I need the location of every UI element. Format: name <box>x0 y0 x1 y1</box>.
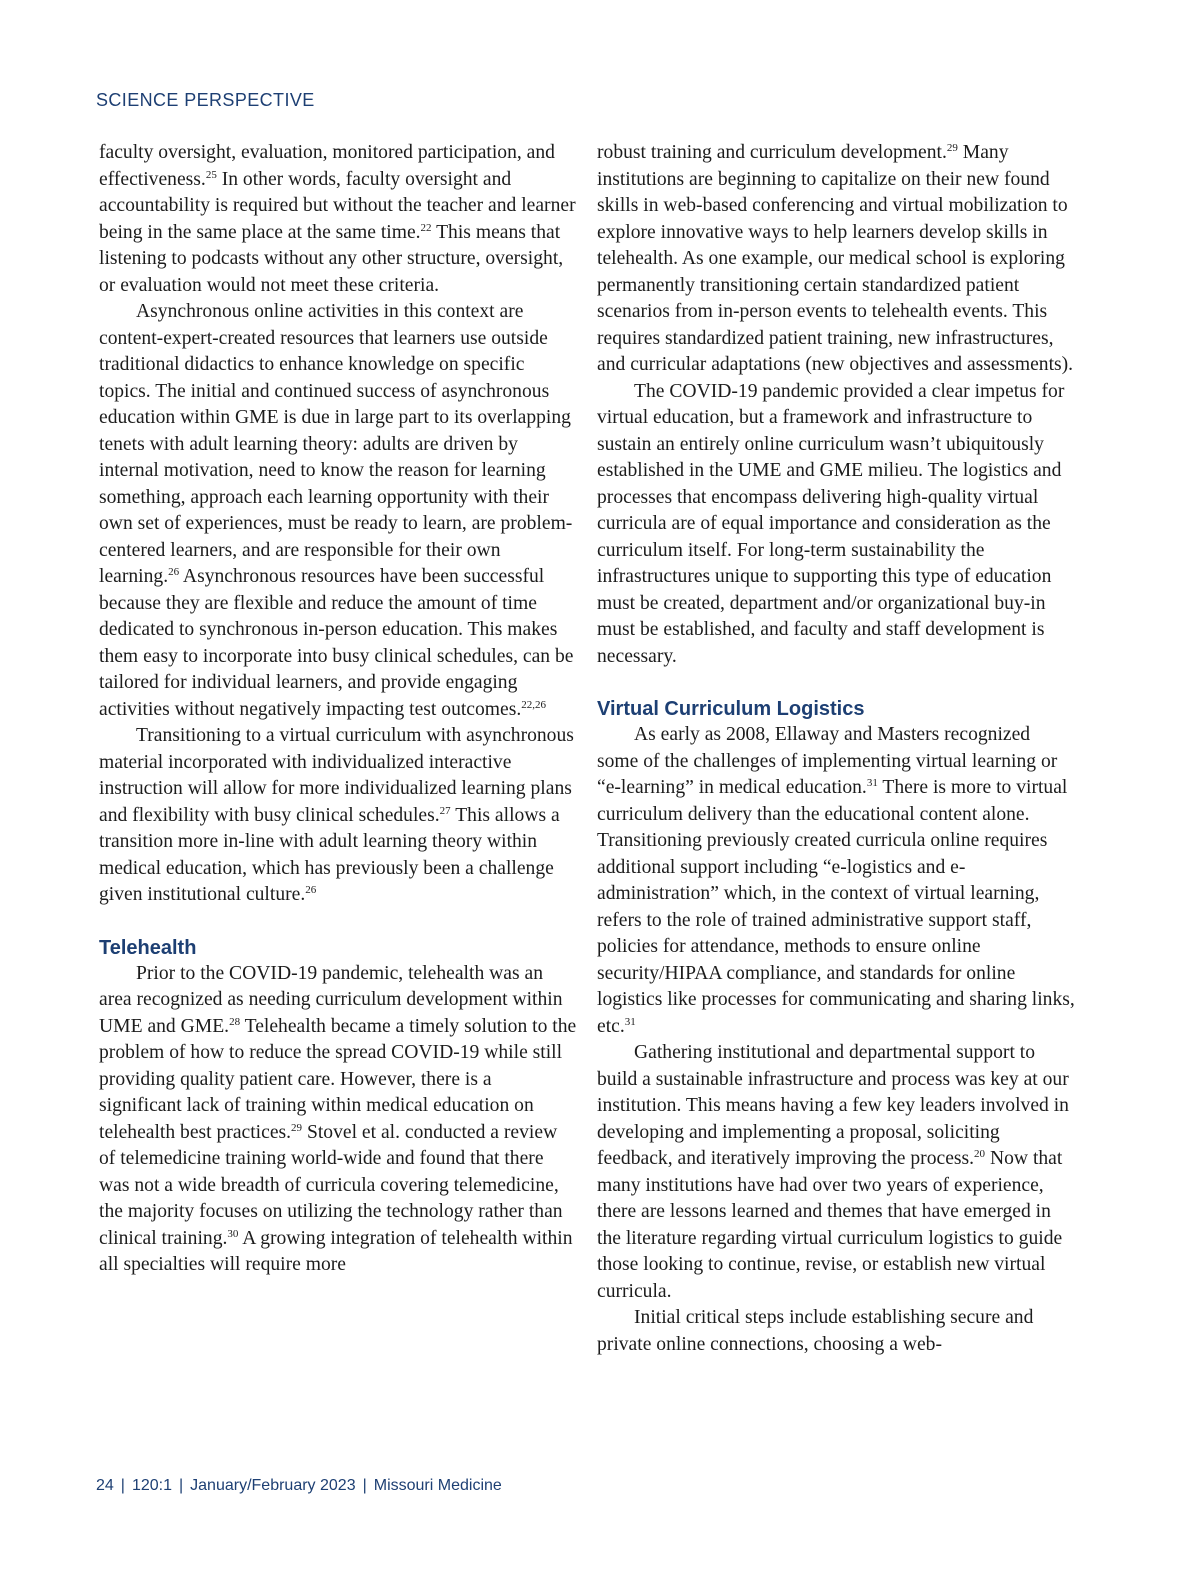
citation-ref: 26 <box>305 884 317 896</box>
citation-ref: 28 <box>229 1015 241 1028</box>
footer-separator: | <box>120 1477 125 1494</box>
paragraph: faculty oversight, evaluation, monitored participation, and effectiveness.$^{25}$ In other words, faculty oversight and accountability is required but without the teacher and learner being in the same place at the same time.$^{22}$ This means that listening to podcasts without any other structure, oversight, or evaluation would not meet these criteria. <box>99 142 576 296</box>
citation-ref: 30 <box>227 1227 239 1240</box>
footer-separator: | <box>179 1477 184 1494</box>
citation-ref: 29 <box>946 142 958 154</box>
paragraph: Prior to the COVID-19 pandemic, telehealth was an area recognized as needing curriculum development within UME and GME.$^{28}$ Telehealth became a timely solution to the problem of how to reduce the spread COVID-19 while still providing quality patient care. However, there is a significant lack of training within medical education on telehealth best practices.$^{29}$ Stovel et al. conducted a review of telemedicine training world-wide and found that there was not a wide breadth of curricula covering telemedicine, the majority focuses on utilizing the technology rather than clinical training.$^{30}$ A growing integration of telehealth within all specialties will require more <box>99 962 577 1275</box>
page-number: 24 <box>96 1477 114 1494</box>
left-column <box>99 140 577 1279</box>
page-footer <box>96 1477 502 1495</box>
citation-ref: 27 <box>439 804 451 817</box>
citation-ref: 22 <box>420 221 432 234</box>
issue-date: January/February 2023 <box>190 1477 356 1494</box>
paragraph: Initial critical steps include establishing secure and private online connections, choosing a web- <box>597 1307 1034 1355</box>
citation-ref: 31 <box>624 1015 636 1028</box>
citation-ref: 29 <box>291 1121 303 1134</box>
paragraph: The COVID-19 pandemic provided a clear impetus for virtual education, but a framework and infrastructure to sustain an entirely online curriculum wasn’t ubiquitously established in the UME and GME milieu. The logistics and processes that encompass delivering high-quality virtual curricula are of equal importance and consideration as the curriculum itself. For long-term sustainability the infrastructures unique to supporting this type of education must be created, department and/or organizational buy-in must be established, and faculty and staff development is necessary. <box>597 380 1065 667</box>
right-column <box>597 140 1075 1358</box>
section-label: SCIENCE PERSPECTIVE <box>96 90 315 110</box>
issue-number: 120:1 <box>131 1477 172 1494</box>
citation-ref: 26 <box>168 566 180 578</box>
footer-separator: | <box>362 1477 367 1494</box>
citation-ref: 25 <box>205 168 217 181</box>
journal-name: Missouri Medicine <box>373 1477 502 1494</box>
paragraph: Transitioning to a virtual curriculum with asynchronous material incorporated with individualized interactive instruction will allow for more individualized learning plans and flexibility with busy clinical schedules.$^{27}$ This allows a transition more in-line with adult learning theory within medical education, which has previously been a challenge given institutional culture.$^{26}$ <box>99 725 574 905</box>
paragraph: As early as 2008, Ellaway and Masters recognized some of the challenges of implementing virtual learning or “e-learning” in medical education.$^{31}$ There is more to virtual curriculum delivery than the educational content alone. Transitioning previously created curricula online requires additional support including “e-logistics and e-administration” which, in the context of virtual learning, refers to the role of trained administrative support staff, policies for attendance, methods to ensure online security/HIPAA compliance, and standards for online logistics like processes for communicating and sharing links, etc.$^{31}$ <box>597 724 1075 1037</box>
paragraph: Gathering institutional and departmental support to build a sustainable infrastructure and process was key at our institution. This means having a few key leaders involved in developing and implementing a proposal, soliciting feedback, and iteratively improving the process.$^{20}$ Now that many institutions have had over two years of experience, there are lessons learned and themes that have emerged in the literature regarding virtual curriculum logistics to guide those looking to continue, revise, or establish new virtual curricula. <box>597 1042 1069 1302</box>
citation-ref: 20 <box>974 1148 986 1160</box>
paragraph: Asynchronous online activities in this context are content-expert-created resources that learners use outside traditional didactics to enhance knowledge on specific topics. The initial and continued success of asynchronous education within GME is due in large part to its overlapping tenets with adult learning theory: adults are driven by internal motivation, need to know the reason for learning something, approach each learning opportunity with their own set of experiences, must be ready to learn, are problem-centered learners, and are responsible for their own learning.$^{26}$ Asynchronous resources have been successful because they are flexible and reduce the amount of time dedicated to synchronous in-person education. This makes them easy to incorporate into busy clinical schedules, can be tailored for individual learners, and provide engaging activities without negatively impacting test outcomes.$^{22,26}$ <box>99 301 574 720</box>
section-heading-telehealth: Telehealth <box>99 936 197 959</box>
paragraph: robust training and curriculum development.$^{29}$ Many institutions are beginning to capitalize on their new found skills in web-based conferencing and virtual mobilization to explore innovative ways to help learners develop skills in telehealth. As one example, our medical school is exploring permanently transitioning certain standardized patient scenarios from in-person events to telehealth events. This requires standardized patient training, new infrastructures, and curricular adaptations (new objectives and assessments). <box>597 142 1074 375</box>
citation-ref: 22,26 <box>521 698 547 711</box>
section-heading-virtual-curriculum-logistics: Virtual Curriculum Logistics <box>597 698 865 720</box>
citation-ref: 31 <box>866 777 878 789</box>
